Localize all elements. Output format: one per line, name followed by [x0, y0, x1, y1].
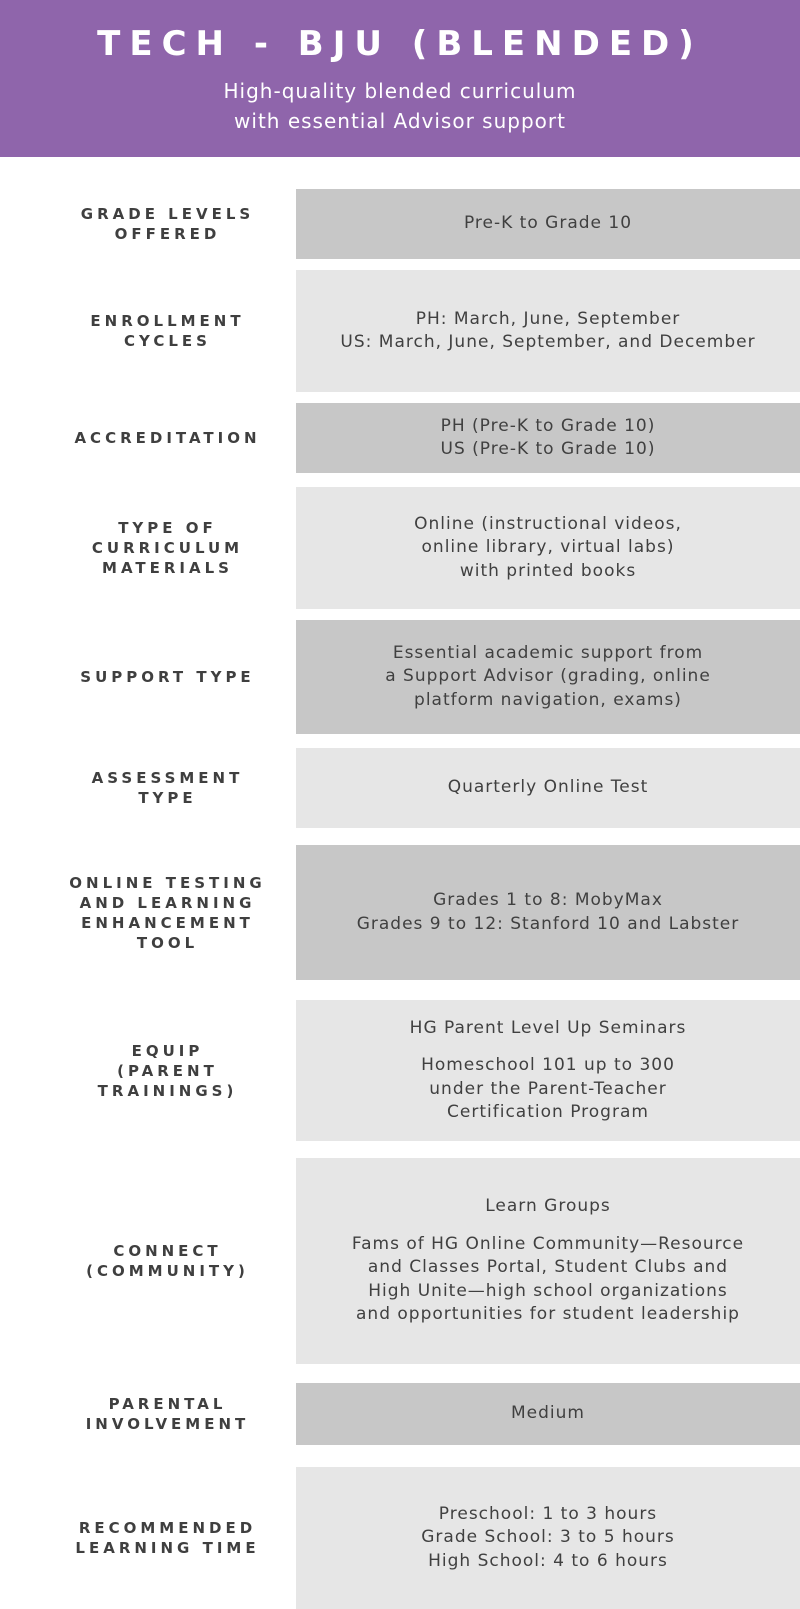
- row-label: [60, 1467, 275, 1609]
- row-value-paragraph: [464, 212, 632, 236]
- row-value: [296, 1158, 800, 1364]
- row-value-paragraph: [410, 1017, 687, 1041]
- row-label-line: RECOMMENDED: [78, 1519, 257, 1537]
- row-value-line: and Classes Portal, Student Clubs and: [367, 1257, 729, 1278]
- row-label: [60, 845, 275, 980]
- row-label: [60, 487, 275, 609]
- row-value-line: platform navigation, exams): [414, 689, 682, 710]
- row-label: [60, 748, 275, 828]
- row-label-line: CYCLES: [124, 332, 211, 350]
- row-value-line: Homeschool 101 up to 300: [421, 1055, 675, 1075]
- row-label: [60, 403, 275, 473]
- row-value-paragraph: [421, 1054, 675, 1125]
- row-label: [60, 1000, 275, 1141]
- row-label-line: ASSESSMENT: [91, 769, 244, 787]
- row-value-paragraph: [357, 889, 740, 936]
- row-label-line: AND LEARNING: [79, 893, 256, 912]
- row-label-line: (PARENT: [117, 1061, 218, 1080]
- row-value-line: Medium: [511, 1403, 585, 1424]
- row-label-line: ENHANCEMENT: [81, 913, 254, 932]
- row-label-line: TYPE OF: [118, 519, 217, 537]
- row-learning-time: [0, 1467, 800, 1609]
- row-value: [296, 270, 800, 392]
- row-value-line: PH: March, June, September: [415, 308, 681, 329]
- row-value-paragraph: [414, 513, 682, 584]
- row-label-line: OFFERED: [114, 225, 221, 243]
- subtitle-line: High-quality blended curriculum: [223, 79, 577, 103]
- row-value-line: Essential academic support from: [392, 642, 704, 663]
- row-value-paragraph: [385, 642, 711, 713]
- row-label: [60, 189, 275, 259]
- row-value-paragraph: [448, 776, 649, 800]
- row-label: [60, 1383, 275, 1445]
- row-value: [296, 1000, 800, 1141]
- row-value-line: Certification Program: [447, 1102, 649, 1122]
- row-value: [296, 620, 800, 734]
- row-value-line: HG Parent Level Up Seminars: [409, 1017, 687, 1038]
- row-value-line: High Unite—high school organizations: [368, 1280, 728, 1301]
- row-value-line: US (Pre-K to Grade 10): [440, 439, 656, 459]
- row-label-line: EQUIP: [131, 1041, 204, 1060]
- row-label: [60, 620, 275, 734]
- row-value-line: Grades 1 to 8: MobyMax: [433, 890, 663, 910]
- page-subtitle: [0, 76, 800, 136]
- row-curriculum-materials: [0, 487, 800, 609]
- row-label: [60, 270, 275, 392]
- row-equip-trainings: [0, 1000, 800, 1141]
- row-value-line: Pre-K to Grade 10: [463, 213, 633, 234]
- row-value: [296, 487, 800, 609]
- page-title: TECH - BJU (BLENDED): [97, 24, 703, 64]
- row-value-line: under the Parent-Teacher: [429, 1078, 667, 1099]
- row-assessment-type: [0, 748, 800, 828]
- row-parental-involvement: [0, 1383, 800, 1445]
- row-value: [296, 189, 800, 259]
- row-value-line: PH (Pre-K to Grade 10): [440, 415, 656, 436]
- row-value-line: Grades 9 to 12: Stanford 10 and Labster: [356, 913, 740, 934]
- row-value-line: Grade School: 3 to 5 hours: [421, 1527, 675, 1548]
- row-testing-tool: [0, 845, 800, 980]
- row-value-line: High School: 4 to 6 hours: [428, 1550, 668, 1571]
- row-value: [296, 1383, 800, 1445]
- row-value: [296, 845, 800, 980]
- row-value: [296, 403, 800, 473]
- row-value-line: Quarterly Online Test: [447, 777, 649, 798]
- row-connect-community: [0, 1158, 800, 1364]
- row-value-line: and opportunities for student leadership: [356, 1304, 740, 1325]
- row-value-line: Learn Groups: [485, 1196, 611, 1217]
- row-value-line: online library, virtual labs): [421, 537, 675, 558]
- row-label-line: INVOLVEMENT: [85, 1415, 250, 1433]
- row-label-line: CONNECT: [113, 1242, 222, 1260]
- row-value: [296, 748, 800, 828]
- row-value: [296, 1467, 800, 1609]
- row-label-line: PARENTAL: [108, 1395, 227, 1413]
- row-value-line: a Support Advisor (grading, online: [385, 666, 711, 687]
- row-accreditation: [0, 403, 800, 473]
- row-grade-levels: [0, 189, 800, 259]
- row-label-line: LEARNING TIME: [75, 1539, 260, 1557]
- row-value-line: US: March, June, September, and December: [340, 332, 756, 352]
- row-value-paragraph: [441, 415, 656, 462]
- row-support-type: [0, 620, 800, 734]
- header-banner: [0, 0, 800, 157]
- subtitle-line: with essential Advisor support: [234, 109, 566, 133]
- row-enrollment-cycles: [0, 270, 800, 392]
- row-value-line: Fams of HG Online Community—Resource: [351, 1233, 745, 1254]
- row-label-line: SUPPORT TYPE: [80, 668, 255, 686]
- row-value-line: with printed books: [459, 560, 637, 581]
- row-value-paragraph: [485, 1195, 611, 1219]
- row-label-line: ENROLLMENT: [90, 312, 245, 330]
- row-value-paragraph: [511, 1402, 585, 1426]
- row-label-line: TYPE: [138, 789, 197, 807]
- row-label: [60, 1158, 275, 1364]
- row-label-line: ONLINE TESTING: [69, 873, 266, 892]
- row-label-line: MATERIALS: [102, 559, 233, 577]
- row-value-paragraph: [421, 1503, 675, 1574]
- row-value-paragraph: [340, 308, 755, 355]
- row-label-line: ACCREDITATION: [74, 429, 261, 447]
- row-label-line: TOOL: [136, 933, 199, 952]
- row-value-line: Online (instructional videos,: [414, 513, 682, 534]
- row-label-line: CURRICULUM: [91, 539, 244, 557]
- row-label-line: (COMMUNITY): [86, 1262, 249, 1280]
- row-value-line: Preschool: 1 to 3 hours: [438, 1503, 658, 1524]
- row-value-paragraph: [352, 1233, 744, 1327]
- row-label-line: TRAININGS): [97, 1081, 238, 1100]
- row-label-line: GRADE LEVELS: [80, 205, 255, 223]
